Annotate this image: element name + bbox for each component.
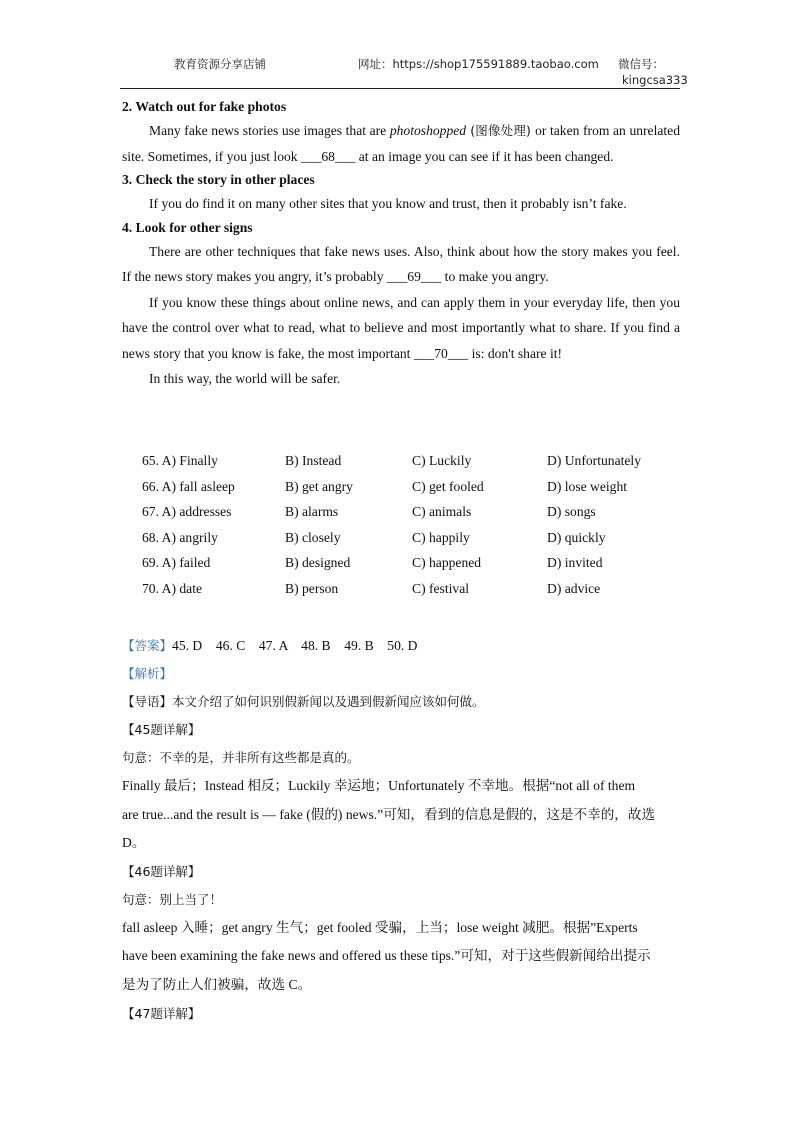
answer-label: 【答案】	[122, 638, 173, 653]
q45-meaning: 句意：不幸的是，并非所有这些都是真的。	[122, 750, 360, 765]
option-row	[142, 552, 641, 578]
option-c: C) get fooled	[412, 478, 484, 494]
q47-label: 【47题详解】	[122, 1005, 201, 1021]
option-c: C) Luckily	[412, 453, 472, 468]
option-row	[142, 578, 641, 604]
q46-explanation-1: fall asleep 入睡；get angry 生气；get fooled 受骗，上当；lose weight 减肥。根据”Experts	[122, 919, 638, 935]
q45-label: 【45题详解】	[122, 722, 201, 737]
option-c: C) festival	[412, 580, 470, 596]
analysis-line	[122, 660, 680, 688]
option-d: D) invited	[547, 555, 603, 571]
q45-explanation-3: D。	[122, 835, 146, 851]
option-d: D) advice	[547, 580, 601, 596]
header-wechat-id: kingcsa333	[622, 73, 688, 87]
answer-section	[122, 632, 680, 1028]
option-row	[142, 527, 641, 553]
paragraph-fake-photos	[122, 118, 680, 169]
q46-explanation-2: have been examining the fake news and offered us these tips.”可知，对于这些假新闻给出提示	[122, 948, 651, 964]
option-a: 68. A) angrily	[142, 529, 218, 545]
paragraph-closing: In this way, the world will be safer.	[149, 371, 341, 386]
paragraph-control: If you know these things about online news, and can apply them in your everyday life, then you have the control over what to read, what to believe and most importantly what to share. If you find a news story that you know is fake, the most important ___70___ is: don't share it!	[122, 294, 680, 361]
option-row	[142, 450, 641, 476]
header-divider	[120, 88, 680, 89]
option-c: C) happened	[412, 555, 482, 571]
option-b: B) closely	[285, 529, 341, 545]
paragraph-text: or taken from an unrelated site. Sometimes, if you just look ___68___ at an image you can see if it has been changed.	[122, 123, 681, 164]
q46-meaning: 句意：别上当了！	[122, 891, 223, 907]
guide-text: 本文介绍了如何识别假新闻以及遇到假新闻应该如何做。	[172, 694, 485, 709]
option-b: B) Instead	[285, 453, 342, 468]
paragraph-check-story: If you do find it on many other sites that you know and trust, then it probably isn’t fake.	[149, 196, 627, 211]
option-b: B) alarms	[285, 504, 339, 520]
option-c: C) happily	[412, 529, 470, 545]
chinese-gloss: (图像处理)	[466, 123, 536, 138]
header-wechat-label: 微信号：	[618, 57, 664, 71]
option-a: 69. A) failed	[142, 555, 211, 571]
option-b: B) person	[285, 580, 339, 596]
option-d: D) Unfortunately	[547, 453, 641, 468]
option-a: 66. A) fall asleep	[142, 478, 235, 494]
header-shop-url[interactable]: 网址：https://shop175591889.taobao.com	[358, 57, 599, 71]
option-b: B) get angry	[285, 478, 353, 494]
option-a: 70. A) date	[142, 580, 203, 596]
q46-explanation-3: 是为了防止人们被骗，故选 C。	[122, 976, 312, 992]
answer-values: 45. D 46. C 47. A 48. B 49. B 50. D	[172, 638, 418, 653]
option-row	[142, 476, 641, 502]
options-table	[142, 450, 641, 604]
option-b: B) designed	[285, 555, 351, 571]
option-row	[142, 501, 641, 527]
option-c: C) animals	[412, 504, 472, 520]
header-shop-name: 教育资源分享店铺	[174, 57, 266, 71]
section-heading-4: 4. Look for other signs	[122, 219, 253, 235]
photoshopped-term: photoshopped	[389, 123, 467, 138]
analysis-label: 【解析】	[122, 666, 173, 681]
option-d: D) lose weight	[547, 478, 628, 494]
option-d: D) quickly	[547, 529, 606, 545]
q46-label: 【46题详解】	[122, 863, 201, 879]
guide-label: 【导语】	[122, 694, 173, 709]
q45-explanation-1: Finally 最后；Instead 相反；Luckily 幸运地；Unfortunately 不幸地。根据“not all of them	[122, 778, 636, 793]
paragraph-text: Many fake news stories use images that are	[149, 123, 390, 138]
q45-explanation-2: are true...and the result is — fake (假的) news.”可知，看到的信息是假的，这是不幸的，故选	[122, 806, 656, 822]
passage	[122, 96, 680, 392]
option-a: 67. A) addresses	[142, 504, 232, 520]
guide-line	[122, 688, 680, 716]
section-heading-3: 3. Check the story in other places	[122, 172, 315, 187]
section-heading-2: 2. Watch out for fake photos	[122, 99, 287, 114]
option-d: D) songs	[547, 504, 596, 520]
option-a: 65. A) Finally	[142, 453, 218, 468]
paragraph-other-signs: There are other techniques that fake news uses. Also, think about how the story makes you feel. If the news story makes you angry, it’s probably ___69___ to make you angry.	[122, 243, 680, 284]
answer-line	[122, 632, 680, 660]
